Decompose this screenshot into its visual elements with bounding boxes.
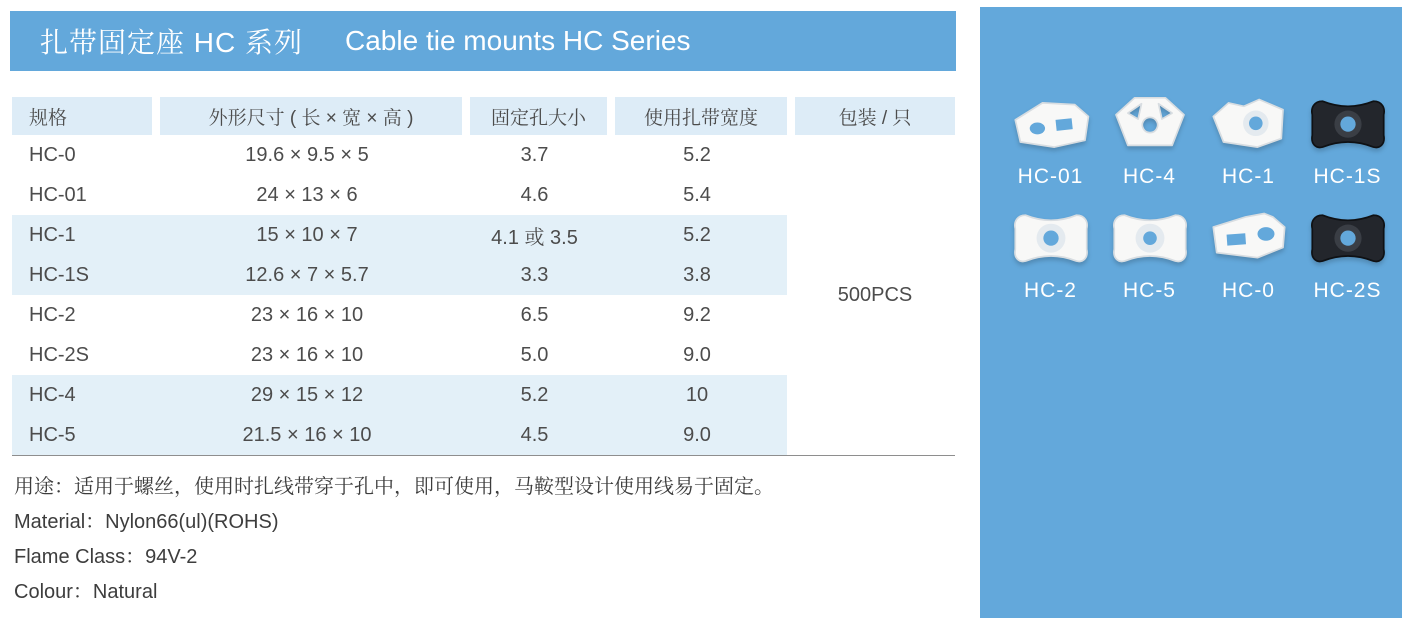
tie-width-cell: 9.0 bbox=[607, 335, 787, 375]
spec-cell: HC-1S bbox=[12, 255, 152, 295]
product-photo-panel bbox=[980, 7, 1402, 618]
product-label: HC-5 bbox=[1122, 279, 1176, 302]
hole-cell: 3.3 bbox=[462, 255, 607, 295]
cable-tie-mount-photo-icon bbox=[1206, 91, 1292, 159]
packaging-cell: 500PCS bbox=[787, 135, 955, 455]
spec-cell: HC-0 bbox=[12, 135, 152, 175]
column-header-tie-width: 使用扎带宽度 bbox=[607, 97, 787, 135]
product-label: HC-01 bbox=[1017, 165, 1084, 188]
product-label: HC-2S bbox=[1313, 279, 1382, 302]
spec-table bbox=[12, 97, 955, 455]
cable-tie-mount-photo-icon bbox=[1305, 205, 1391, 273]
tie-width-cell: 9.0 bbox=[607, 415, 787, 455]
cable-tie-mount-photo-icon bbox=[1008, 205, 1094, 273]
column-header-spec: 规格 bbox=[12, 97, 152, 135]
note-usage: 用途：适用于螺丝，使用时扎线带穿于孔中，即可使用，马鞍型设计使用线易于固定。 bbox=[14, 476, 774, 498]
hole-cell: 4.1 或 3.5 bbox=[462, 215, 607, 255]
product-hc-4 bbox=[1101, 91, 1198, 189]
size-cell: 19.6 × 9.5 × 5 bbox=[152, 135, 462, 175]
size-cell: 24 × 13 × 6 bbox=[152, 175, 462, 215]
product-label: HC-4 bbox=[1122, 165, 1176, 188]
product-label: HC-0 bbox=[1221, 279, 1275, 302]
note-flame-class: Flame Class：94V-2 bbox=[14, 546, 198, 568]
tie-width-cell: 5.2 bbox=[607, 135, 787, 175]
table-row bbox=[12, 135, 955, 175]
note-material: Material：Nylon66(ul)(ROHS) bbox=[14, 511, 279, 533]
column-header-packaging: 包装 / 只 bbox=[787, 97, 955, 135]
product-hc-2 bbox=[1002, 205, 1099, 303]
product-hc-2s bbox=[1299, 205, 1396, 303]
page-title-bar bbox=[10, 11, 956, 71]
product-hc-0 bbox=[1200, 205, 1297, 303]
cable-tie-mount-photo-icon bbox=[1008, 91, 1094, 159]
size-cell: 29 × 15 × 12 bbox=[152, 375, 462, 415]
hole-cell: 4.6 bbox=[462, 175, 607, 215]
hole-cell: 5.2 bbox=[462, 375, 607, 415]
column-header-hole: 固定孔大小 bbox=[462, 97, 607, 135]
product-label: HC-1S bbox=[1313, 165, 1382, 188]
product-hc-1s bbox=[1299, 91, 1396, 189]
hole-cell: 3.7 bbox=[462, 135, 607, 175]
spec-table-wrapper bbox=[12, 97, 955, 456]
spec-cell: HC-4 bbox=[12, 375, 152, 415]
cable-tie-mount-photo-icon bbox=[1305, 91, 1391, 159]
size-cell: 12.6 × 7 × 5.7 bbox=[152, 255, 462, 295]
spec-cell: HC-5 bbox=[12, 415, 152, 455]
size-cell: 23 × 16 × 10 bbox=[152, 295, 462, 335]
tie-width-cell: 9.2 bbox=[607, 295, 787, 335]
spec-cell: HC-1 bbox=[12, 215, 152, 255]
tie-width-cell: 5.4 bbox=[607, 175, 787, 215]
product-hc-5 bbox=[1101, 205, 1198, 303]
notes-block bbox=[14, 470, 954, 610]
product-grid bbox=[980, 7, 1402, 303]
column-header-size: 外形尺寸 ( 长 × 宽 × 高 ) bbox=[152, 97, 462, 135]
spec-cell: HC-2 bbox=[12, 295, 152, 335]
cable-tie-mount-photo-icon bbox=[1107, 205, 1193, 273]
product-label: HC-2 bbox=[1023, 279, 1077, 302]
product-hc-01 bbox=[1002, 91, 1099, 189]
size-cell: 21.5 × 16 × 10 bbox=[152, 415, 462, 455]
tie-width-cell: 5.2 bbox=[607, 215, 787, 255]
cable-tie-mount-photo-icon bbox=[1206, 205, 1292, 273]
tie-width-cell: 10 bbox=[607, 375, 787, 415]
page-title-en: Cable tie mounts HC Series bbox=[345, 25, 691, 56]
hole-cell: 4.5 bbox=[462, 415, 607, 455]
product-label: HC-1 bbox=[1221, 165, 1275, 188]
product-hc-1 bbox=[1200, 91, 1297, 189]
cable-tie-mount-photo-icon bbox=[1107, 91, 1193, 159]
hole-cell: 6.5 bbox=[462, 295, 607, 335]
spec-cell: HC-01 bbox=[12, 175, 152, 215]
note-colour: Colour：Natural bbox=[14, 581, 158, 603]
table-header-row bbox=[12, 97, 955, 135]
spec-cell: HC-2S bbox=[12, 335, 152, 375]
size-cell: 15 × 10 × 7 bbox=[152, 215, 462, 255]
page-title-zh: 扎带固定座 HC 系列 bbox=[40, 27, 304, 58]
hole-cell: 5.0 bbox=[462, 335, 607, 375]
tie-width-cell: 3.8 bbox=[607, 255, 787, 295]
size-cell: 23 × 16 × 10 bbox=[152, 335, 462, 375]
